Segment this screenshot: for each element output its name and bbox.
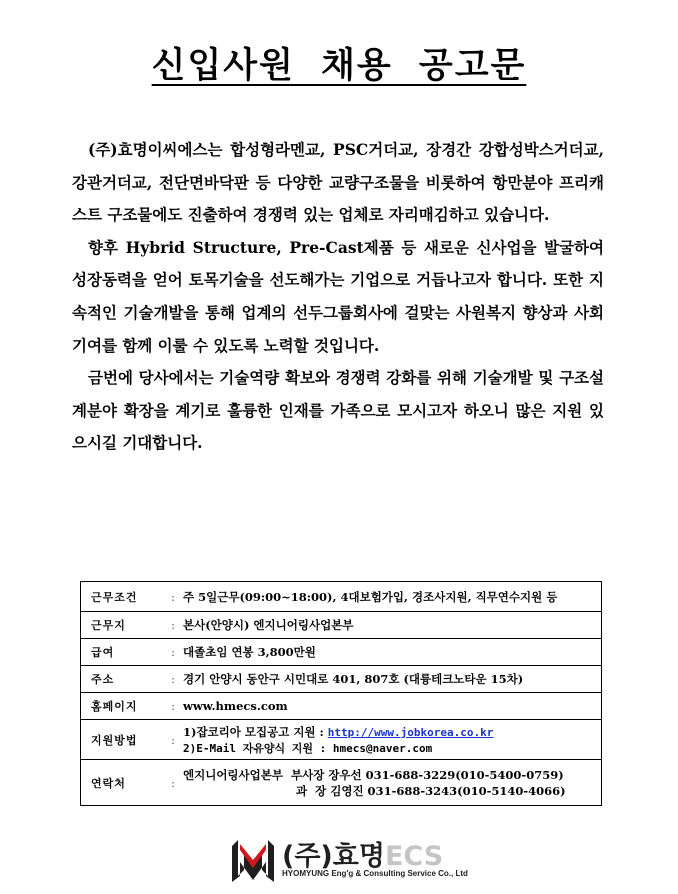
apply-line-jobkorea	[183, 724, 595, 740]
value-address: 경기 안양시 동안구 시민대로 401, 807호 (대륭테크노타운 15차)	[177, 666, 602, 693]
announcement-body	[72, 134, 604, 460]
label-work-conditions: 근무조건	[81, 582, 170, 612]
page-title	[0, 38, 678, 88]
label-workplace: 근무지	[81, 612, 170, 639]
row-address	[81, 666, 602, 693]
value-salary: 대졸초임 연봉 3,800만원	[177, 639, 602, 666]
logo-name-ecs: ECS	[384, 841, 444, 872]
row-work-conditions	[81, 582, 602, 612]
row-salary	[81, 639, 602, 666]
label-contact: 연락처	[91, 776, 126, 790]
label-address: 주소	[81, 666, 170, 693]
apply-jobkorea-prefix: 1)잡코리아 모집공고 지원 :	[183, 724, 328, 739]
separator: :	[169, 612, 177, 639]
title-text: 신입사원 채용 공고문	[151, 46, 527, 86]
row-workplace	[81, 612, 602, 639]
value-homepage[interactable]: www.hmecs.com	[177, 693, 602, 720]
separator: :	[169, 693, 177, 720]
value-workplace: 본사(안양시) 엔지니어링사업본부	[177, 612, 602, 639]
contact-line-vp: 엔지니어링사업본부 부사장 장우선 031-688-3229(010-5400-0759)	[183, 767, 564, 782]
separator: :	[169, 582, 177, 612]
row-homepage	[81, 693, 602, 720]
separator: :	[169, 666, 177, 693]
label-salary: 급여	[81, 639, 170, 666]
contact-line-manager: 과 장 김영진 031-688-3243(010-5140-4066)	[296, 783, 566, 798]
apply-line-email: 2)E-Mail 자유양식 지원 : hmecs@naver.com	[183, 741, 433, 755]
row-apply	[81, 720, 602, 760]
value-work-conditions: 주 5일근무(09:00~18:00), 4대보험가입, 경조사지원, 직무연수지원 등	[177, 582, 602, 612]
jobkorea-link[interactable]: http://www.jobkorea.co.kr	[327, 725, 494, 739]
paragraph-vision: 향후 Hybrid Structure, Pre-Cast제품 등 새로운 신사업을 발굴하여 성장동력을 얻어 토목기술을 선도해가는 기업으로 거듭나고자 합니다. 또한 지속적인 기술개발을 통해 업계의 선두그룹회사에 걸맞는 사원복지 향상과 사회기여를 함께 이룰 수 있도록 노력할 것입니다.	[72, 237, 604, 355]
separator: :	[171, 775, 175, 790]
row-contact	[81, 760, 602, 806]
value-contact	[177, 760, 602, 806]
company-logo	[230, 836, 468, 884]
value-apply	[177, 720, 602, 760]
label-apply: 지원방법	[81, 720, 170, 760]
paragraph-invitation: 금번에 당사에서는 기술역량 확보와 경쟁력 강화를 위해 기술개발 및 구조설계분야 확장을 계기로 훌륭한 인재를 가족으로 모시고자 하오니 많은 지원 있으시길 기대합니다.	[72, 368, 604, 453]
logo-name-korean: (주)효명	[282, 841, 385, 872]
logo-mark-icon	[230, 836, 276, 884]
separator: :	[169, 639, 177, 666]
logo-subtitle: HYOMYUNG Eng'g & Consulting Service Co., Ltd	[282, 869, 468, 878]
paragraph-intro: (주)효명이씨에스는 합성형라멘교, PSC거더교, 장경간 강합성박스거더교, 강관거더교, 전단면바닥판 등 다양한 교량구조물을 비롯하여 항만분야 프리캐스트 구조물에도 진출하여 경쟁력 있는 업체로 자리매김하고 있습니다.	[72, 140, 604, 225]
separator: :	[169, 720, 177, 760]
recruitment-info-table	[80, 581, 602, 806]
label-homepage: 홈페이지	[81, 693, 170, 720]
logo-name	[282, 834, 443, 873]
